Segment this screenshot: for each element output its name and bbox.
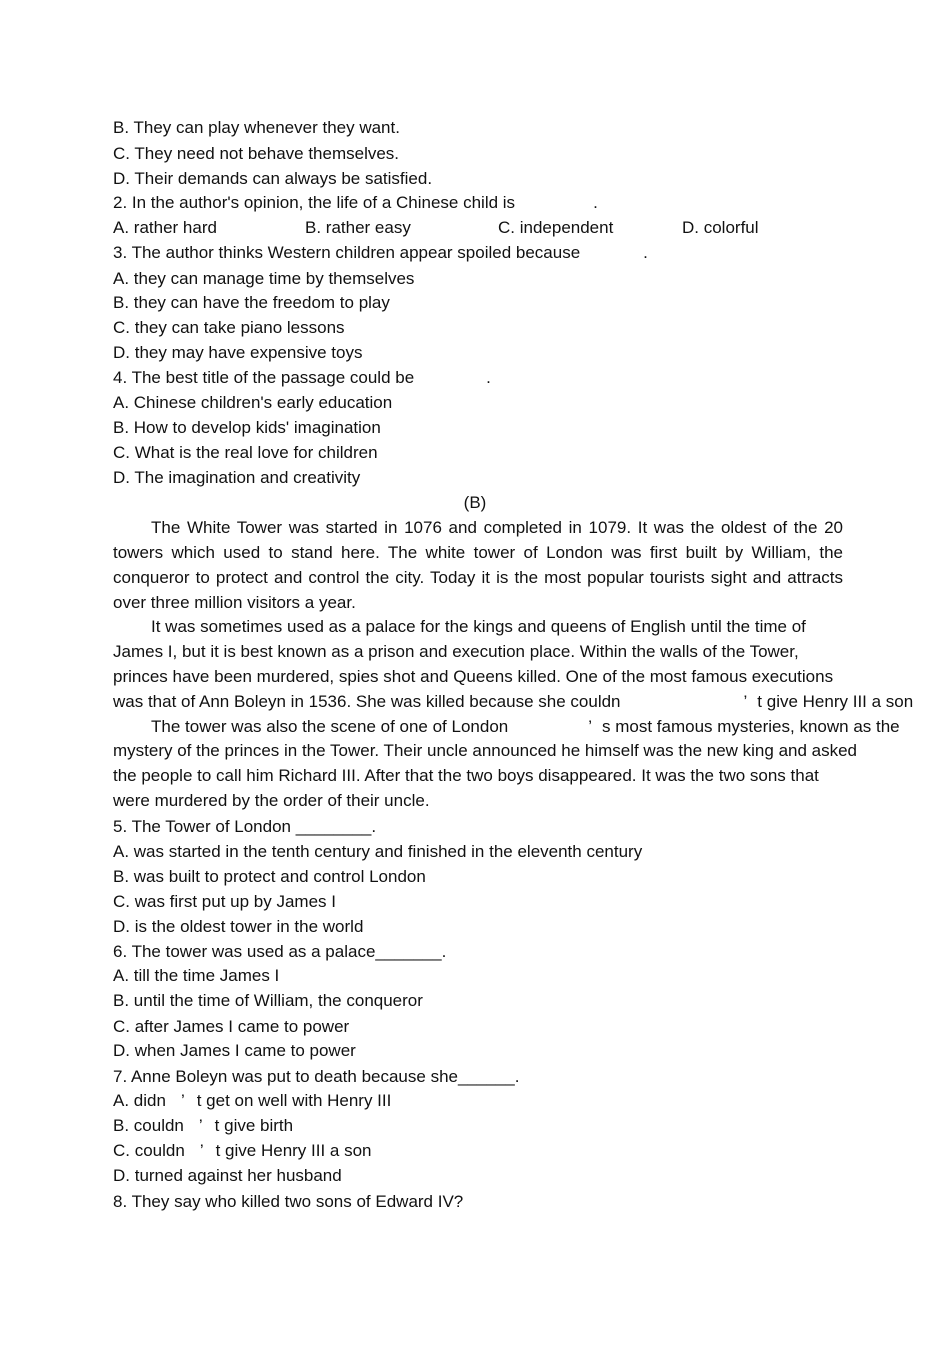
q5-option-d: D. is the oldest tower in the world — [113, 917, 364, 936]
q2-stem: 2. In the author's opinion, the life of a Chinese child is . — [113, 193, 598, 212]
q7-option-b: B. couldn ’ t give birth — [113, 1116, 294, 1135]
passage-paragraph-1: The White Tower was started in 1076 and completed in 1079. It was the oldest of the 20 towers which used to stand here. The white tower of London was first built by William, the conqueror to protect and control the city. Today it is the most popular tourists sight and attracts over three million visitors a year. — [113, 518, 843, 612]
q3-option-d: D. they may have expensive toys — [113, 343, 363, 362]
q6-stem: 6. The tower was used as a palace_______. — [113, 942, 447, 961]
passage-p2-line-1: It was sometimes used as a palace for the kings and queens of English until the time of — [151, 617, 806, 636]
q3-option-b: B. they can have the freedom to play — [113, 293, 390, 312]
q5-option-a: A. was started in the tenth century and finished in the eleventh century — [113, 842, 643, 861]
passage-p3-line-1: The tower was also the scene of one of London ’ s most famous mysteries, known as the — [151, 717, 900, 736]
section-heading: (B) — [463, 493, 487, 512]
q4-option-d: D. The imagination and creativity — [113, 468, 361, 487]
q8-stem: 8. They say who killed two sons of Edward IV? — [113, 1192, 464, 1211]
passage-p2-line-4: was that of Ann Boleyn in 1536. She was killed because she couldn ’ t give Henry III a son — [113, 692, 914, 711]
q3-option-c: C. they can take piano lessons — [113, 318, 345, 337]
q1-option-d: D. Their demands can always be satisfied. — [113, 169, 433, 188]
q4-option-b: B. How to develop kids' imagination — [113, 418, 381, 437]
q2-option-c: C. independent — [498, 218, 614, 237]
q5-stem: 5. The Tower of London ________. — [113, 817, 377, 836]
q7-option-a: A. didn ’ t get on well with Henry III — [113, 1091, 392, 1110]
q3-stem: 3. The author thinks Western children appear spoiled because . — [113, 243, 648, 262]
q6-option-d: D. when James I came to power — [113, 1041, 356, 1060]
q5-option-b: B. was built to protect and control London — [113, 867, 426, 886]
q7-stem: 7. Anne Boleyn was put to death because she______. — [113, 1067, 520, 1086]
q2-options — [113, 218, 813, 238]
q1-option-c: C. They need not behave themselves. — [113, 144, 400, 163]
passage-p2-line-2: James I, but it is best known as a prison and execution place. Within the walls of the Tower, — [113, 642, 799, 661]
passage-p3-rest: mystery of the princes in the Tower. Their uncle announced he himself was the new king and asked the people to call him Richard III. After that the two boys disappeared. It was the two sons that were murdered by the order of their uncle. — [113, 741, 858, 810]
q1-option-b: B. They can play whenever they want. — [113, 118, 400, 137]
q5-option-c: C. was first put up by James I — [113, 892, 336, 911]
q6-option-a: A. till the time James I — [113, 966, 280, 985]
q4-option-c: C. What is the real love for children — [113, 443, 378, 462]
q4-option-a: A. Chinese children's early education — [113, 393, 393, 412]
q2-option-a: A. rather hard — [113, 218, 217, 237]
q2-option-d: D. colorful — [682, 218, 759, 237]
q3-option-a: A. they can manage time by themselves — [113, 269, 415, 288]
q7-option-d: D. turned against her husband — [113, 1166, 342, 1185]
q6-option-b: B. until the time of William, the conqueror — [113, 991, 423, 1010]
q4-stem: 4. The best title of the passage could be . — [113, 368, 491, 387]
q6-option-c: C. after James I came to power — [113, 1017, 350, 1036]
passage-p2-line-3: princes have been murdered, spies shot and Queens killed. One of the most famous executions — [113, 667, 834, 686]
q7-option-c: C. couldn ’ t give Henry III a son — [113, 1141, 372, 1160]
q2-option-b: B. rather easy — [305, 218, 411, 237]
